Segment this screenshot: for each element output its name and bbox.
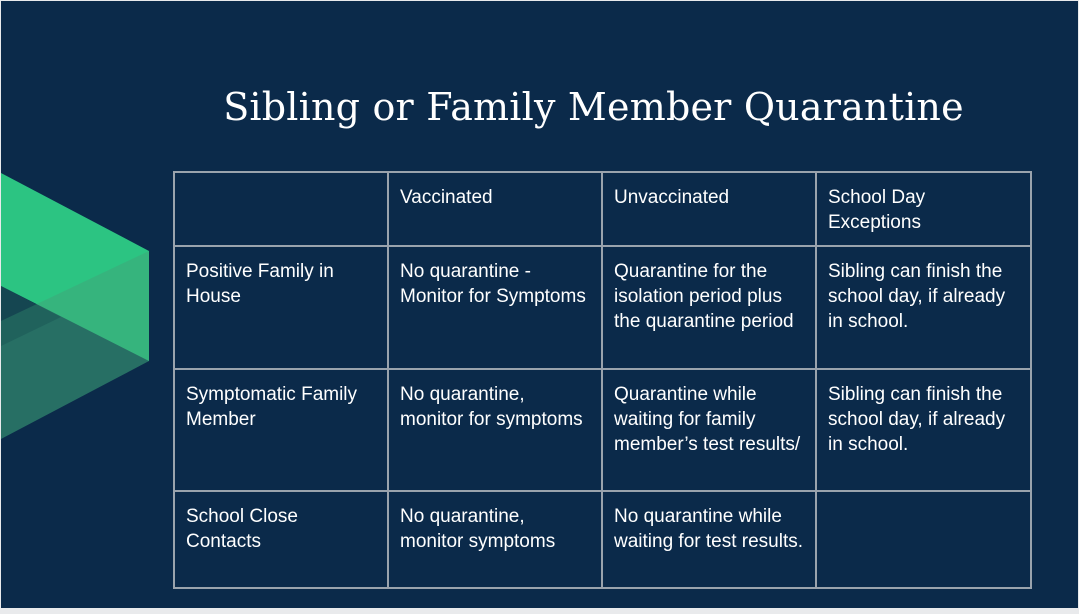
table-cell: No quarantine - Monitor for Symptoms bbox=[388, 246, 602, 369]
header-cell-empty bbox=[174, 172, 388, 246]
table-cell: Quarantine while waiting for family member’s test results/ bbox=[602, 369, 816, 491]
row-label-cell: Positive Family in House bbox=[174, 246, 388, 369]
slide-title: Sibling or Family Member Quarantine bbox=[223, 85, 964, 129]
quarantine-table bbox=[173, 171, 1032, 589]
table-cell: Quarantine for the isolation period plus the quarantine period bbox=[602, 246, 816, 369]
header-cell-vaccinated: Vaccinated bbox=[388, 172, 602, 246]
table-row bbox=[174, 369, 1031, 491]
table-row bbox=[174, 491, 1031, 588]
header-cell-unvaccinated: Unvaccinated bbox=[602, 172, 816, 246]
table-cell: No quarantine, monitor for symptoms bbox=[388, 369, 602, 491]
row-label-cell: School Close Contacts bbox=[174, 491, 388, 588]
table-cell: Sibling can finish the school day, if already in school. bbox=[816, 369, 1031, 491]
table-cell: No quarantine, monitor symptoms bbox=[388, 491, 602, 588]
slide-bottom-edge bbox=[0, 608, 1079, 614]
slide bbox=[1, 1, 1078, 608]
table-row bbox=[174, 246, 1031, 369]
table-cell: Sibling can finish the school day, if already in school. bbox=[816, 246, 1031, 369]
row-label-cell: Symptomatic Family Member bbox=[174, 369, 388, 491]
table-cell bbox=[816, 491, 1031, 588]
table-cell: No quarantine while waiting for test results. bbox=[602, 491, 816, 588]
table-header-row bbox=[174, 172, 1031, 246]
header-cell-exceptions: School Day Exceptions bbox=[816, 172, 1031, 246]
